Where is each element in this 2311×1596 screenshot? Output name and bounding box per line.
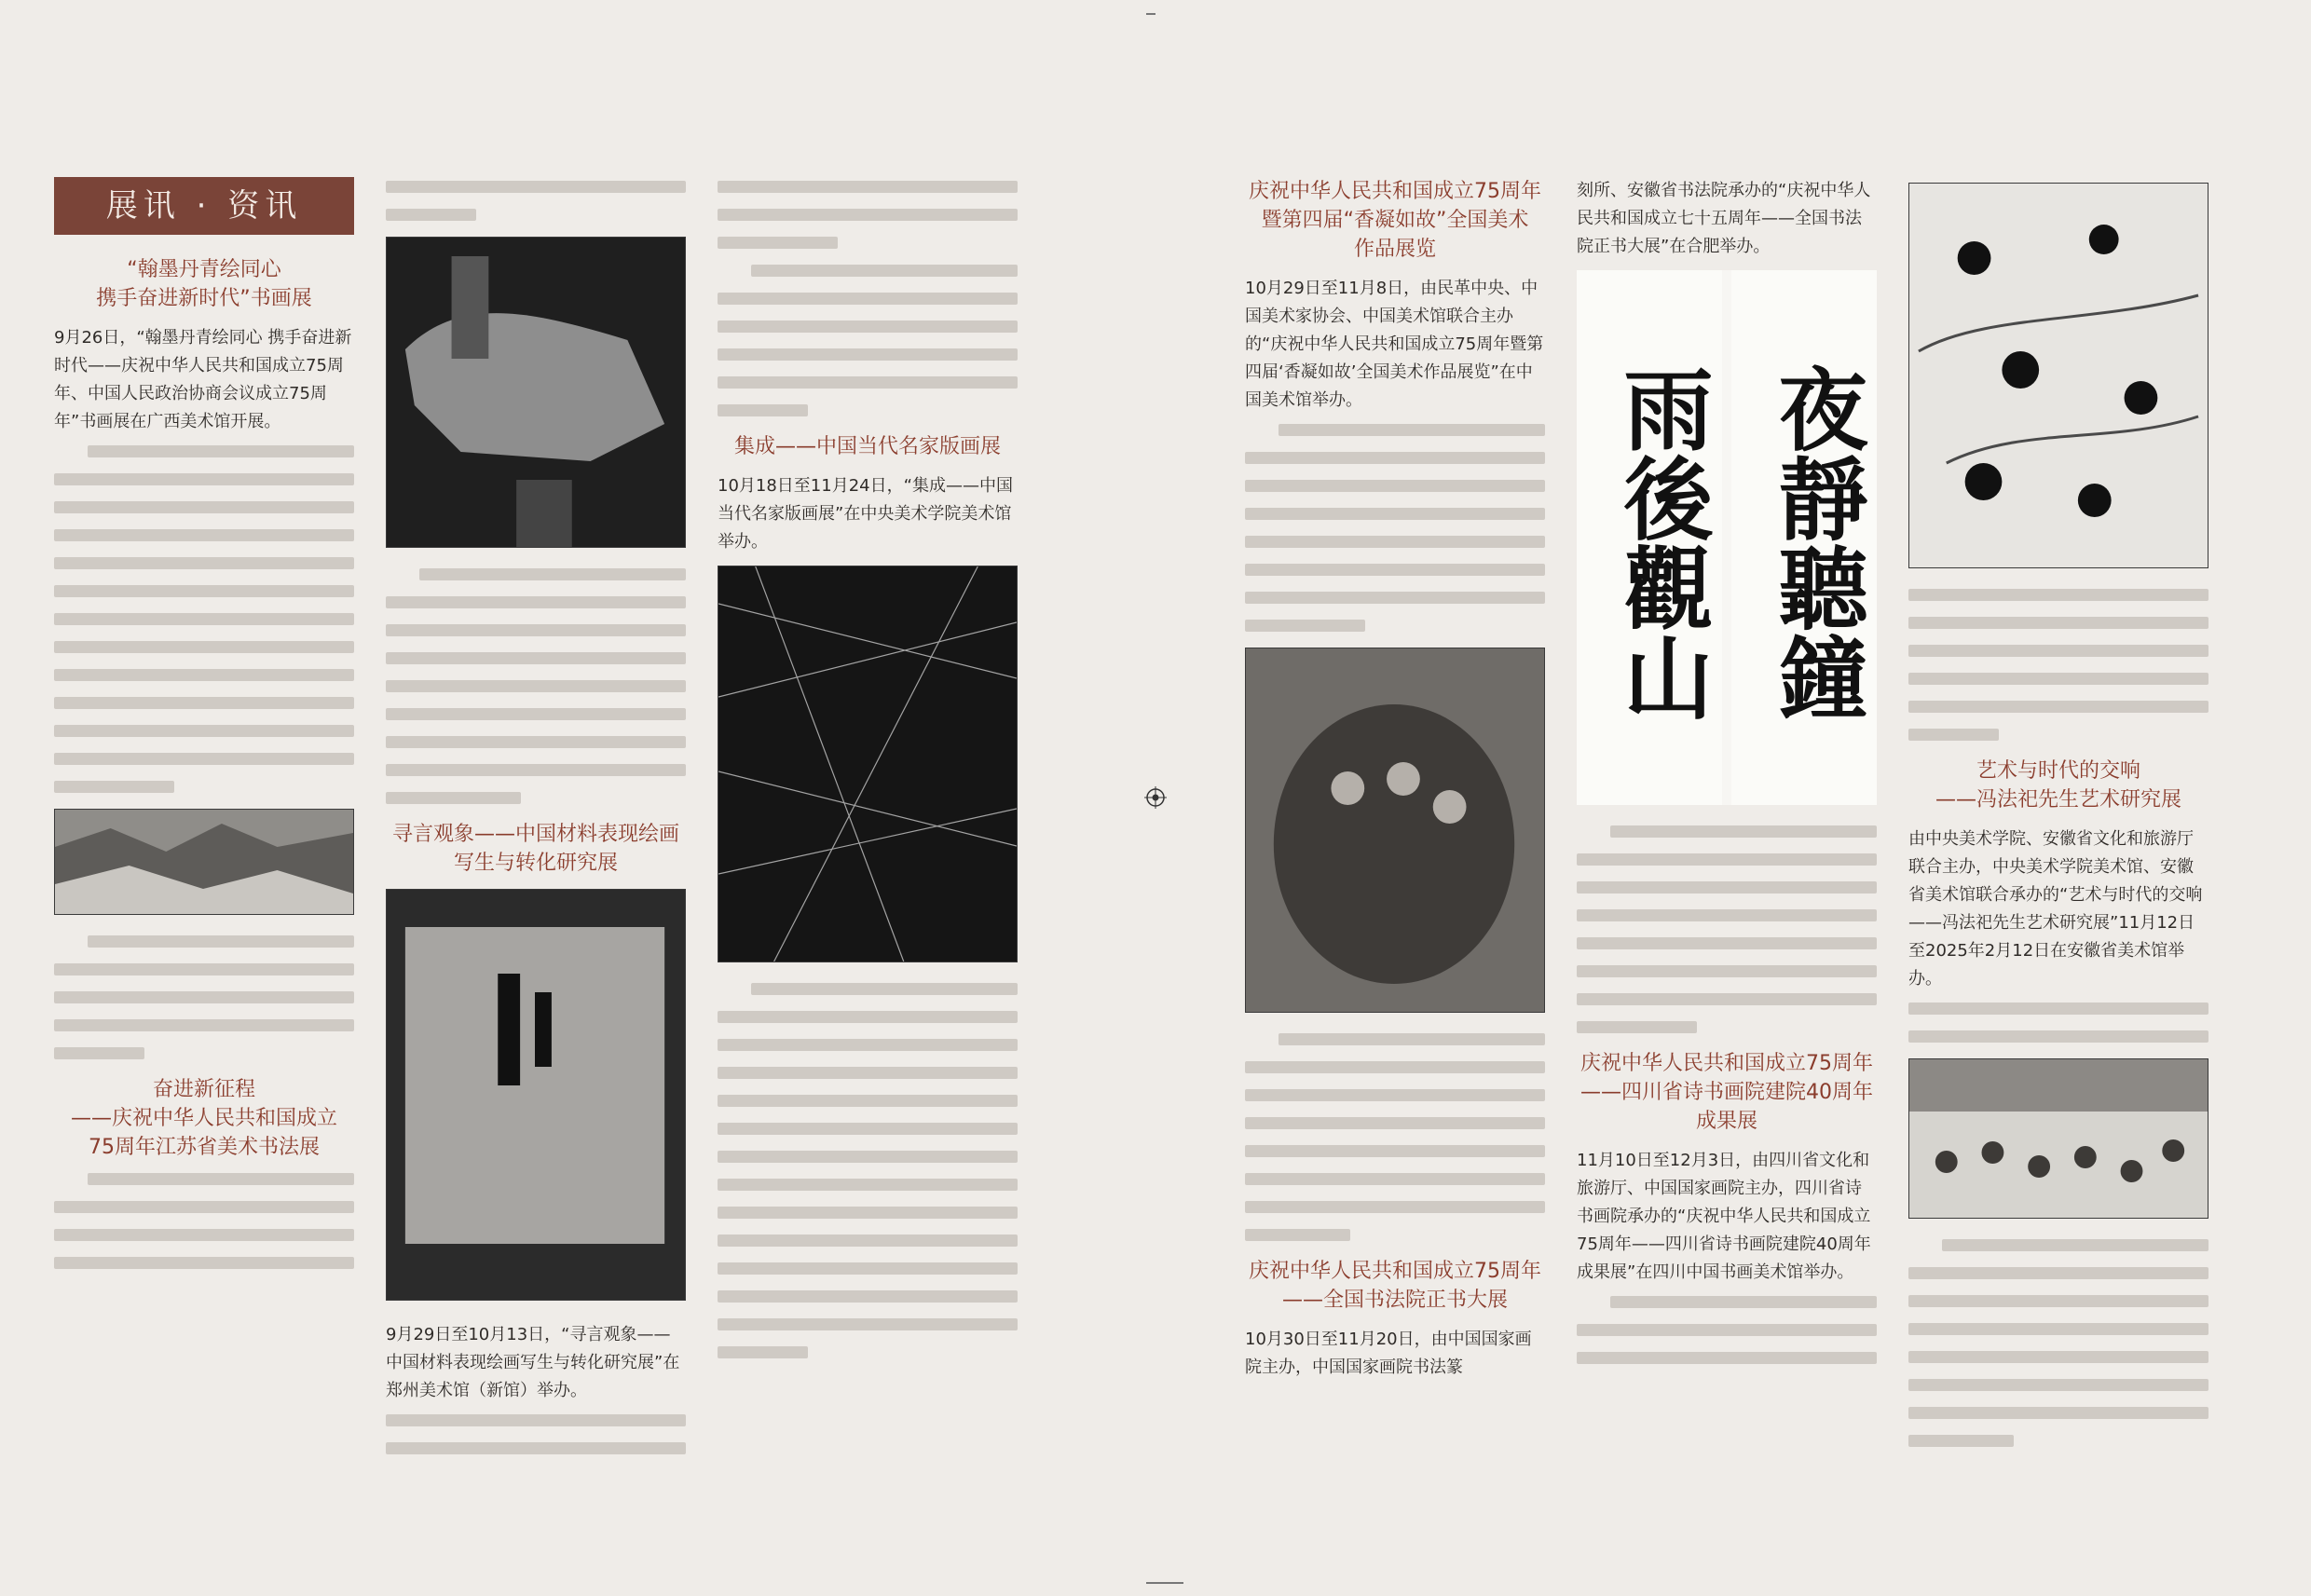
column-1 bbox=[54, 177, 354, 1285]
placeholder-lines-9 bbox=[1245, 424, 1545, 632]
lead-paragraph-6: 10月30日至11月20日，由中国国家画院主办，中国国家画院书法篆 bbox=[1245, 1330, 1532, 1377]
placeholder-lines-12 bbox=[1577, 1296, 1877, 1364]
calligraphy-couplet-right: 夜靜聽鐘 bbox=[1731, 270, 1877, 805]
landscape-painting-image bbox=[54, 809, 354, 915]
crop-mark-bottom-right bbox=[1156, 1582, 1183, 1584]
lead-paragraph-1: 9月26日，“翰墨丹青绘同心 携手奋进新时代——庆祝中华人民共和国成立75周年、中国人民政治协商会议成立75周年”书画展在广西美术馆开展。 bbox=[54, 328, 352, 431]
placeholder-lines-8 bbox=[718, 983, 1018, 1358]
placeholder-lines-5 bbox=[386, 568, 686, 804]
headline-sichuan-academy-show: 庆祝中华人民共和国成立75周年 ——四川省诗书画院建院40周年 成果展 bbox=[1580, 1052, 1873, 1133]
placeholder-lines-4 bbox=[386, 181, 686, 221]
placeholder-lines-3 bbox=[54, 1173, 354, 1269]
crop-mark-bottom bbox=[1146, 1582, 1156, 1584]
lead-paragraph-7: 11月10日至12月3日，由四川省文化和旅游厅、中国国家画院主办，四川省诗书画院承办的“庆祝中华人民共和国成立75周年——四川省诗书画院建院40周年成果展”在四川中国书画美术馆举办。 bbox=[1577, 1151, 1871, 1282]
placeholder-lines-7 bbox=[718, 181, 1018, 416]
placeholder-lines-13 bbox=[1908, 589, 2208, 741]
material-painting-image bbox=[386, 889, 686, 1301]
column-6 bbox=[1908, 177, 2208, 1463]
right-page bbox=[1156, 0, 2311, 1596]
printmaking-image bbox=[718, 566, 1018, 962]
placeholder-lines-14 bbox=[1908, 1003, 2208, 1043]
lead-paragraph-8: 由中央美术学院、安徽省文化和旅游厅联合主办，中央美术学院美术馆、安徽省美术馆联合承办的“艺术与时代的交响——冯法祀先生艺术研究展”11月12日至2025年2月12日在安徽省美术馆举办。 bbox=[1908, 829, 2203, 989]
snow-scene-painting-image bbox=[1908, 1058, 2208, 1219]
headline-regular-script-show: 庆祝中华人民共和国成立75周年 ——全国书法院正书大展 bbox=[1249, 1260, 1541, 1312]
lead-paragraph-3: 9月29日至10月13日，“寻言观象——中国材料表现绘画写生与转化研究展”在郑州美术馆（新馆）举办。 bbox=[386, 1325, 680, 1400]
column-5 bbox=[1577, 177, 1877, 1380]
column-2 bbox=[386, 177, 686, 1470]
placeholder-lines-10 bbox=[1245, 1033, 1545, 1241]
placeholder-lines-15 bbox=[1908, 1239, 2208, 1447]
lead-paragraph-6-continued: 刻所、安徽省书法院承办的“庆祝中华人民共和国成立七十五周年——全国书法院正书大展”在合肥举办。 bbox=[1577, 181, 1871, 256]
panda-painting-image bbox=[1908, 183, 2208, 568]
placeholder-lines-1 bbox=[54, 445, 354, 793]
headline-jiangsu-art-show: 奋进新征程 ——庆祝中华人民共和国成立 75周年江苏省美术书法展 bbox=[70, 1078, 337, 1159]
placeholder-lines-6 bbox=[386, 1414, 686, 1454]
lead-paragraph-4: 10月18日至11月24日，“集成——中国当代名家版画展”在中央美术学院美术馆举办。 bbox=[718, 476, 1013, 552]
placeholder-lines-11 bbox=[1577, 825, 1877, 1033]
calligraphy-couplet-left: 雨後觀山 bbox=[1577, 270, 1722, 805]
headline-feng-fasi-show: 艺术与时代的交响 ——冯法祀先生艺术研究展 bbox=[1935, 759, 2181, 812]
calligraphy-couplet-image bbox=[1577, 270, 1877, 805]
headline-print-show: 集成——中国当代名家版画展 bbox=[733, 435, 1001, 458]
placeholder-lines-2 bbox=[54, 935, 354, 1059]
section-banner: 展讯 · 资讯 bbox=[54, 177, 354, 235]
figure-painting-image bbox=[1245, 648, 1545, 1013]
headline-xiangning-show: 庆祝中华人民共和国成立75周年 暨第四届“香凝如故”全国美术 作品展览 bbox=[1249, 180, 1541, 261]
headline-calligraphy-painting-show: “翰墨丹青绘同心 携手奋进新时代”书画展 bbox=[96, 258, 312, 310]
headline-material-painting-show: 寻言观象——中国材料表现绘画 写生与转化研究展 bbox=[391, 823, 679, 875]
calligraphy-exhibit-image bbox=[386, 237, 686, 548]
lead-paragraph-5: 10月29日至11月8日，由民革中央、中国美术家协会、中国美术馆联合主办的“庆祝中华人民共和国成立75周年暨第四届‘香凝如故’全国美术作品展览”在中国美术馆举办。 bbox=[1245, 279, 1544, 410]
column-4 bbox=[1245, 177, 1545, 1391]
column-3 bbox=[718, 177, 1018, 1374]
crop-mark-top bbox=[1146, 13, 1156, 15]
